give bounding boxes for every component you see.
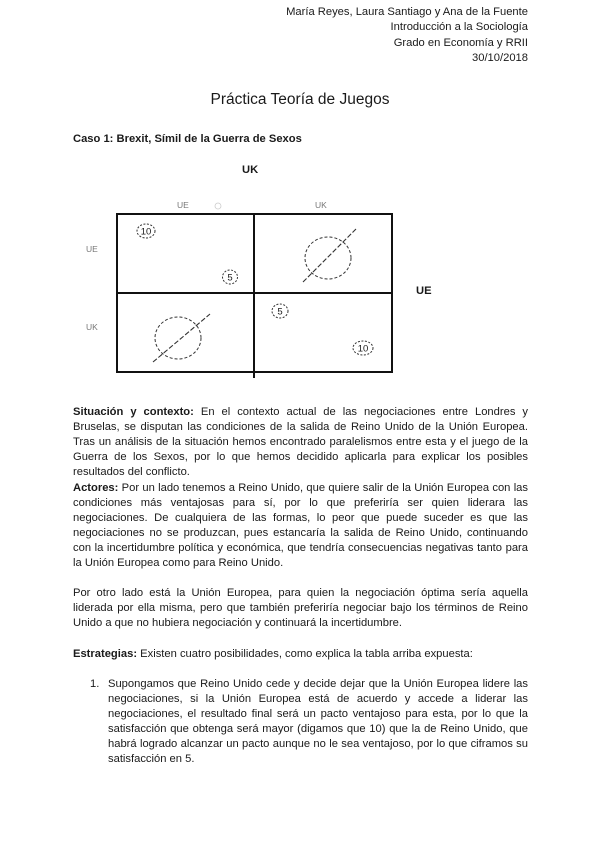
matrix-player-right: UE <box>416 285 432 297</box>
text-actores: Por un lado tenemos a Reino Unido, que quiere salir de la Unión Europea con las condiciones más ventajosas para sí, por lo que preferiría ser quien liderara las negociaciones. De cualquiera de las formas, lo peor que puede suceder es que las negociaciones no se produzcan, pues estancaría la salida de Reino Unido, continuando con la incertidumbre política y económica, que tendría consecuencias negativas tanto para la Unión Europea como para Reino Unido. <box>73 482 528 570</box>
struck-circle-ue-uk <box>305 237 351 279</box>
payoff-uk-uk-top: 5 <box>277 306 283 318</box>
list-item <box>90 677 528 768</box>
label-estrategias: Estrategias: <box>73 648 138 660</box>
text-estrategias: Existen cuatro posibilidades, como explica la tabla arriba expuesta: <box>137 648 473 660</box>
document-title: Práctica Teoría de Juegos <box>210 91 390 108</box>
list-item-text: Supongamos que Reino Unido cede y decide dejar que la Unión Europea lidere las negociaciones, si la Unión Europea está de acuerdo y accede a liderar las negociaciones, el resultado final será un pacto ventajoso para esta, por lo que la satisfacción que obtenga será mayor (digamos que 10) que la de Reino Unido, que habrá logrado alcanzar un pacto aunque no le sea ventajoso, por lo que ciframos su satisfacción en 5. <box>108 678 528 766</box>
label-situacion: Situación y contexto: <box>73 406 194 418</box>
label-actores: Actores: <box>73 482 119 494</box>
paragraph-otro-lado <box>73 586 528 631</box>
payoff-uk-uk-bottom: 10 <box>357 343 369 355</box>
matrix-col-label-uk: UK <box>315 200 327 210</box>
matrix-header-mark <box>215 203 221 209</box>
paragraph-actores <box>73 481 528 572</box>
text-situacion: En el contexto actual de las negociaciones entre Londres y Bruselas, se disputan las condiciones de la salida de Reino Unido de la Unión Europea. Tras un análisis de la situación hemos encontrado paralelismos entre esta y el juego de la Guerra de los Sexos, por lo que hemos decidido aplicarla para explicar los posibles resultados del conflicto. <box>73 406 528 479</box>
header-authors: María Reyes, Laura Santiago y Ana de la Fuente <box>286 6 528 18</box>
struck-circle-uk-ue <box>155 317 201 359</box>
payoff-matrix <box>0 0 600 400</box>
case-title: Caso 1: Brexit, Símil de la Guerra de Sexos <box>73 133 302 145</box>
matrix-col-label-ue: UE <box>177 200 189 210</box>
list-item-number: 1. <box>90 678 100 690</box>
paragraph-estrategias <box>73 647 528 662</box>
payoff-ue-ue-top: 10 <box>140 226 152 238</box>
matrix-row-label-ue: UE <box>86 244 98 254</box>
payoff-ue-ue-bottom: 5 <box>227 272 233 284</box>
matrix-player-top: UK <box>242 164 259 176</box>
paragraph-situacion <box>73 405 528 480</box>
header-degree: Grado en Economía y RRII <box>393 36 528 49</box>
text-otro-lado: Por otro lado está la Unión Europea, para quien la negociación óptima sería aquella liderada por ella misma, pero que también preferiría negociar bajo los términos de Reino Unido a que no hubiera negociación y continuará la incertidumbre. <box>73 587 528 630</box>
header-date: 30/10/2018 <box>472 51 528 64</box>
strike-line-ue-uk <box>303 229 356 282</box>
matrix-row-label-uk: UK <box>86 322 98 332</box>
header-course: Introducción a la Sociología <box>390 21 528 34</box>
